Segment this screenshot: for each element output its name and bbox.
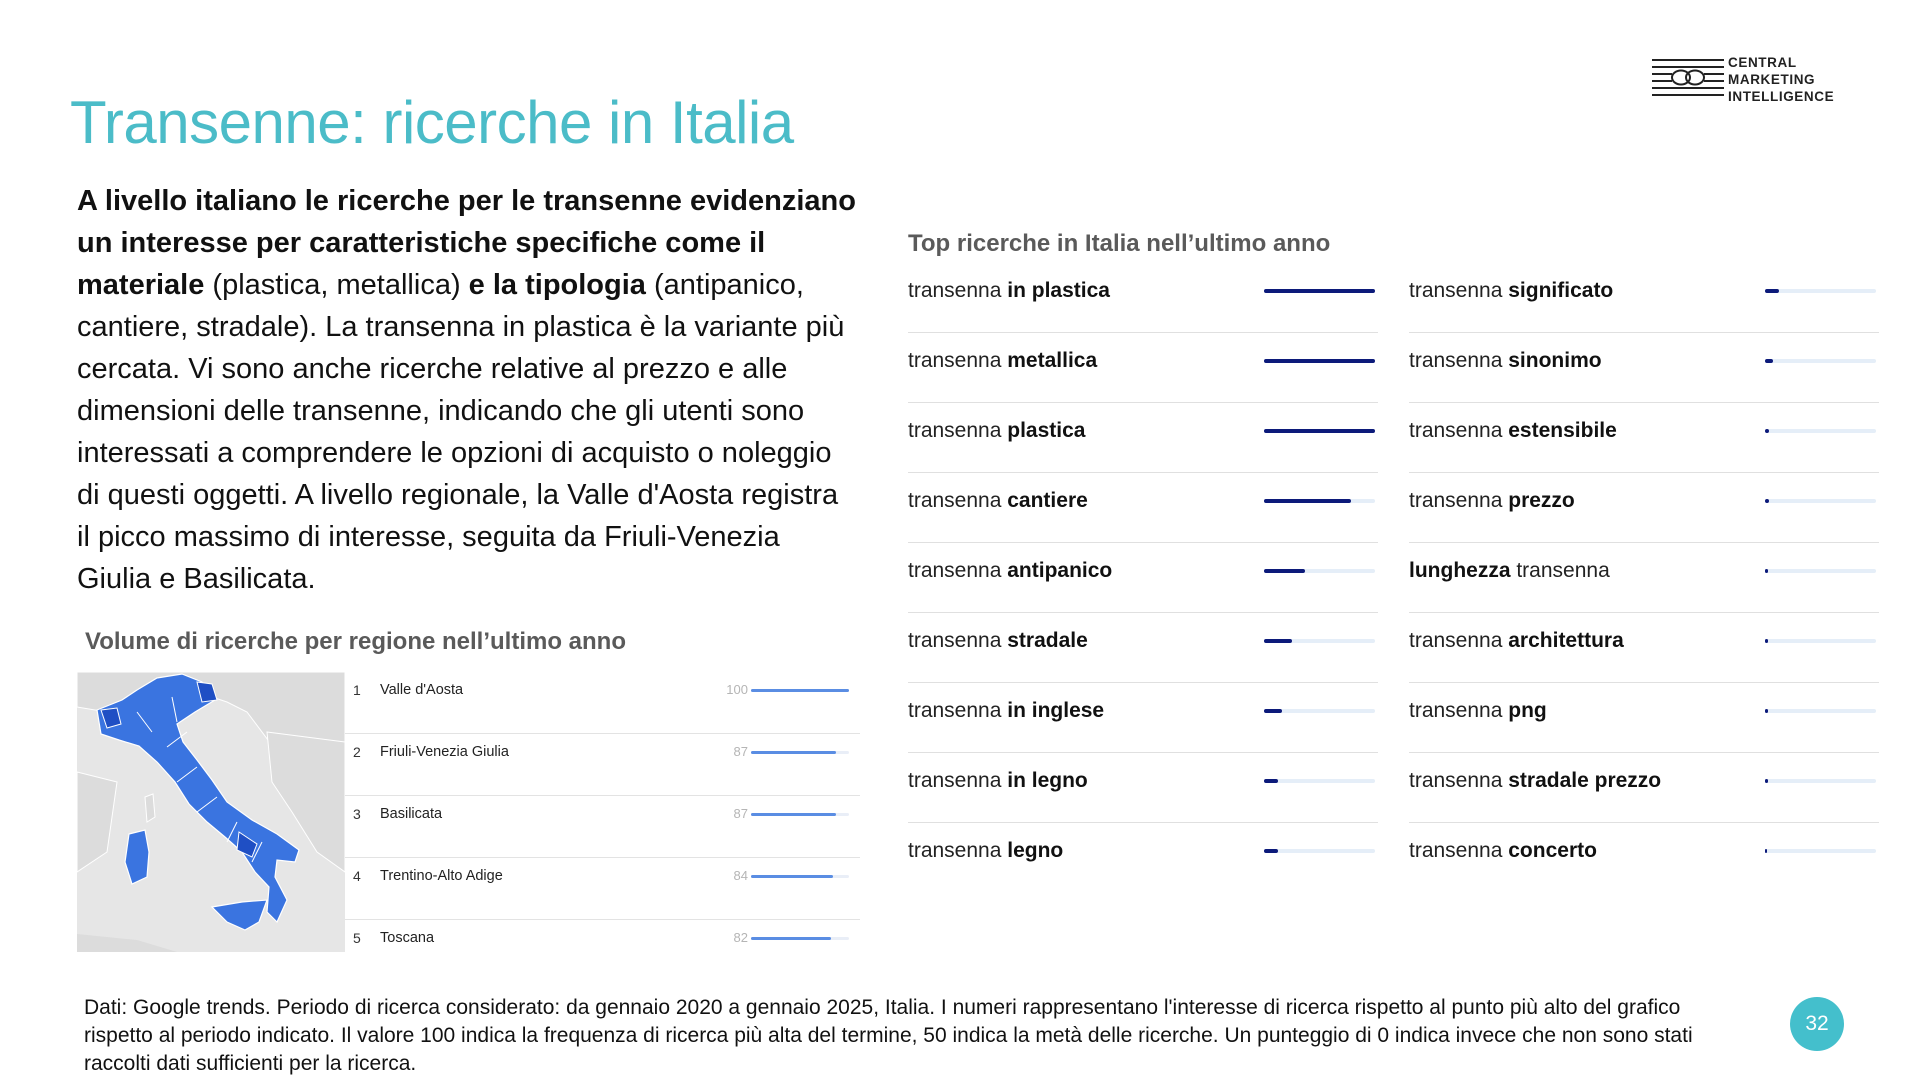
query-prefix: transenna [908,699,1008,722]
query-label [1409,839,1597,863]
query-prefix: transenna [908,279,1008,302]
query-prefix: transenna [908,839,1008,862]
intro-bold-2: e la tipologia [468,269,646,301]
region-bar-track [751,751,849,754]
region-bar-fill [751,689,849,692]
region-name: Valle d'Aosta [380,682,464,698]
query-bar-track [1264,709,1375,713]
regions-section-title: Volume di ricerche per regione nell’ultimo anno [85,628,626,655]
intro-paragraph [77,180,857,600]
page-number-badge: 32 [1790,997,1844,1051]
query-label [1409,699,1547,723]
query-bar-track [1765,709,1876,713]
top-queries-left-column [908,264,1378,893]
query-bar-fill [1264,639,1292,643]
query-row [908,684,1378,753]
query-label [908,699,1104,723]
query-label [1409,559,1610,583]
query-bar-fill [1765,639,1768,643]
query-bar-fill [1765,779,1768,783]
query-bar-fill [1765,709,1768,713]
query-row [908,754,1378,823]
query-keyword: significato [1508,279,1614,302]
intro-text-1: (plastica, metallica) [204,269,469,301]
query-prefix: transenna [1409,349,1509,372]
query-prefix: transenna [908,349,1008,372]
query-row [908,474,1378,543]
region-bar-fill [751,751,836,754]
query-prefix: transenna [908,769,1008,792]
region-rank: 2 [353,744,361,760]
query-keyword: architettura [1508,629,1624,652]
region-row [345,858,860,920]
region-rank: 4 [353,868,361,884]
query-bar-track [1765,289,1876,293]
query-bar-fill [1765,359,1773,363]
region-bar-track [751,813,849,816]
query-bar-track [1765,779,1876,783]
regions-list [345,672,860,981]
query-row [1409,614,1879,683]
eye-logo-icon [1652,57,1724,103]
region-name: Friuli-Venezia Giulia [380,744,509,760]
query-prefix: transenna [908,559,1008,582]
query-prefix: transenna [908,629,1008,652]
region-row [345,734,860,796]
query-bar-fill [1765,849,1767,853]
query-prefix: transenna [1409,769,1509,792]
query-row [908,544,1378,613]
query-row [1409,474,1879,543]
query-label [908,349,1097,373]
region-row [345,796,860,858]
region-bar-track [751,689,849,692]
region-name: Basilicata [380,806,443,822]
query-label [908,629,1088,653]
region-rank: 3 [353,806,361,822]
intro-text-2: (antipanico, cantiere, stradale). La transenna in plastica è la variante più cercata. Vi sono anche ricerche relative al prezzo e alle dimensioni delle transenne, indicando che gli utenti sono interessati a comprendere le opzioni di acquisto o noleggio di questi oggetti. A livello regionale, la Valle d'Aosta registra il picco massimo di interesse, seguita da Friuli-Venezia Giulia e Basilicata. [77,269,845,595]
query-row [908,824,1378,892]
intro-bold-1: A livello italiano le ricerche per le transenne evidenziano un interesse per caratteristiche specifiche come il materiale [77,185,856,301]
query-row [908,264,1378,333]
query-label [908,769,1088,793]
query-keyword: legno [1007,839,1064,862]
query-bar-fill [1264,429,1375,433]
region-row [345,920,860,981]
region-name: Trentino-Alto Adige [380,868,503,884]
query-row [908,614,1378,683]
query-row [1409,684,1879,753]
query-keyword: in plastica [1007,279,1110,302]
page-title: Transenne: ricerche in Italia [70,89,794,156]
query-bar-track [1264,849,1375,853]
query-label [1409,279,1613,303]
query-bar-track [1765,639,1876,643]
query-label [1409,489,1575,513]
region-bar-fill [751,813,836,816]
logo-line-2: MARKETING [1728,72,1816,87]
query-bar-fill [1765,569,1768,573]
query-bar-fill [1264,499,1351,503]
query-keyword: cantiere [1007,489,1088,512]
query-keyword: stradale prezzo [1508,769,1662,792]
query-label [1409,349,1602,373]
region-bar-track [751,875,849,878]
query-label [1409,769,1661,793]
query-prefix: transenna [908,419,1008,442]
query-bar-fill [1765,499,1769,503]
company-logo [1652,54,1852,106]
region-bar-track [751,937,849,940]
query-keyword: in inglese [1007,699,1105,722]
top-queries-title: Top ricerche in Italia nell’ultimo anno [908,230,1331,257]
region-name: Toscana [380,930,435,946]
query-prefix: transenna [1409,279,1509,302]
query-bar-fill [1264,849,1278,853]
region-bar-fill [751,937,831,940]
region-bar-fill [751,875,833,878]
query-bar-track [1264,429,1375,433]
query-prefix: transenna [1409,419,1509,442]
query-row [1409,404,1879,473]
query-prefix: transenna [1409,839,1509,862]
query-keyword: stradale [1007,629,1088,652]
query-keyword: concerto [1508,839,1597,862]
query-keyword: estensibile [1508,419,1617,442]
region-row [345,672,860,734]
footnote: Dati: Google trends. Periodo di ricerca considerato: da gennaio 2020 a gennaio 2025, Italia. I numeri rappresentano l'interesse di ricerca rispetto al punto più alto del grafico rispetto al periodo indicato. Il valore 100 indica la frequenza di ricerca più alta del termine, 50 indica la metà delle ricerche. Un punteggio di 0 indica invece che non sono stati raccolti dati sufficienti per la ricerca. [84,996,1693,1075]
region-score: 87 [733,744,748,759]
query-bar-fill [1765,429,1769,433]
query-bar-fill [1264,569,1305,573]
region-score: 82 [733,930,748,945]
query-label [908,839,1063,863]
query-suffix: transenna [1510,559,1610,582]
italy-region-map [77,672,345,952]
query-keyword: sinonimo [1508,349,1602,372]
query-prefix: transenna [908,489,1008,512]
query-bar-track [1765,359,1876,363]
query-label [908,489,1088,513]
query-keyword: plastica [1007,419,1086,442]
query-bar-track [1765,569,1876,573]
query-row [1409,264,1879,333]
query-row [1409,334,1879,403]
query-keyword: in legno [1007,769,1088,792]
region-rank: 5 [353,930,361,946]
region-score: 84 [733,868,748,883]
logo-line-1: CENTRAL [1728,55,1797,70]
query-keyword: lunghezza [1409,559,1511,582]
query-prefix: transenna [1409,489,1509,512]
query-row [1409,754,1879,823]
italy-map-graphic [77,672,345,952]
query-bar-fill [1264,289,1375,293]
query-keyword: antipanico [1007,559,1113,582]
query-row [1409,824,1879,892]
query-bar-track [1264,499,1375,503]
query-bar-fill [1264,779,1278,783]
query-bar-fill [1264,359,1375,363]
query-bar-track [1264,639,1375,643]
query-bar-track [1765,849,1876,853]
query-bar-track [1765,499,1876,503]
top-queries-right-column [1409,264,1879,893]
query-prefix: transenna [1409,629,1509,652]
region-rank: 1 [353,682,361,698]
query-label [908,559,1112,583]
query-row [1409,544,1879,613]
query-row [908,334,1378,403]
query-bar-track [1264,289,1375,293]
query-prefix: transenna [1409,699,1509,722]
query-bar-track [1264,779,1375,783]
query-label [1409,629,1624,653]
query-bar-track [1765,429,1876,433]
query-label [908,419,1085,443]
query-keyword: prezzo [1508,489,1575,512]
query-bar-track [1264,359,1375,363]
query-keyword: png [1508,699,1547,722]
query-bar-fill [1765,289,1779,293]
region-score: 100 [726,682,748,697]
region-score: 87 [733,806,748,821]
query-row [908,404,1378,473]
logo-line-3: INTELLIGENCE [1728,89,1835,104]
query-label [908,279,1110,303]
query-bar-fill [1264,709,1282,713]
query-bar-track [1264,569,1375,573]
query-keyword: metallica [1007,349,1098,372]
query-label [1409,419,1617,443]
